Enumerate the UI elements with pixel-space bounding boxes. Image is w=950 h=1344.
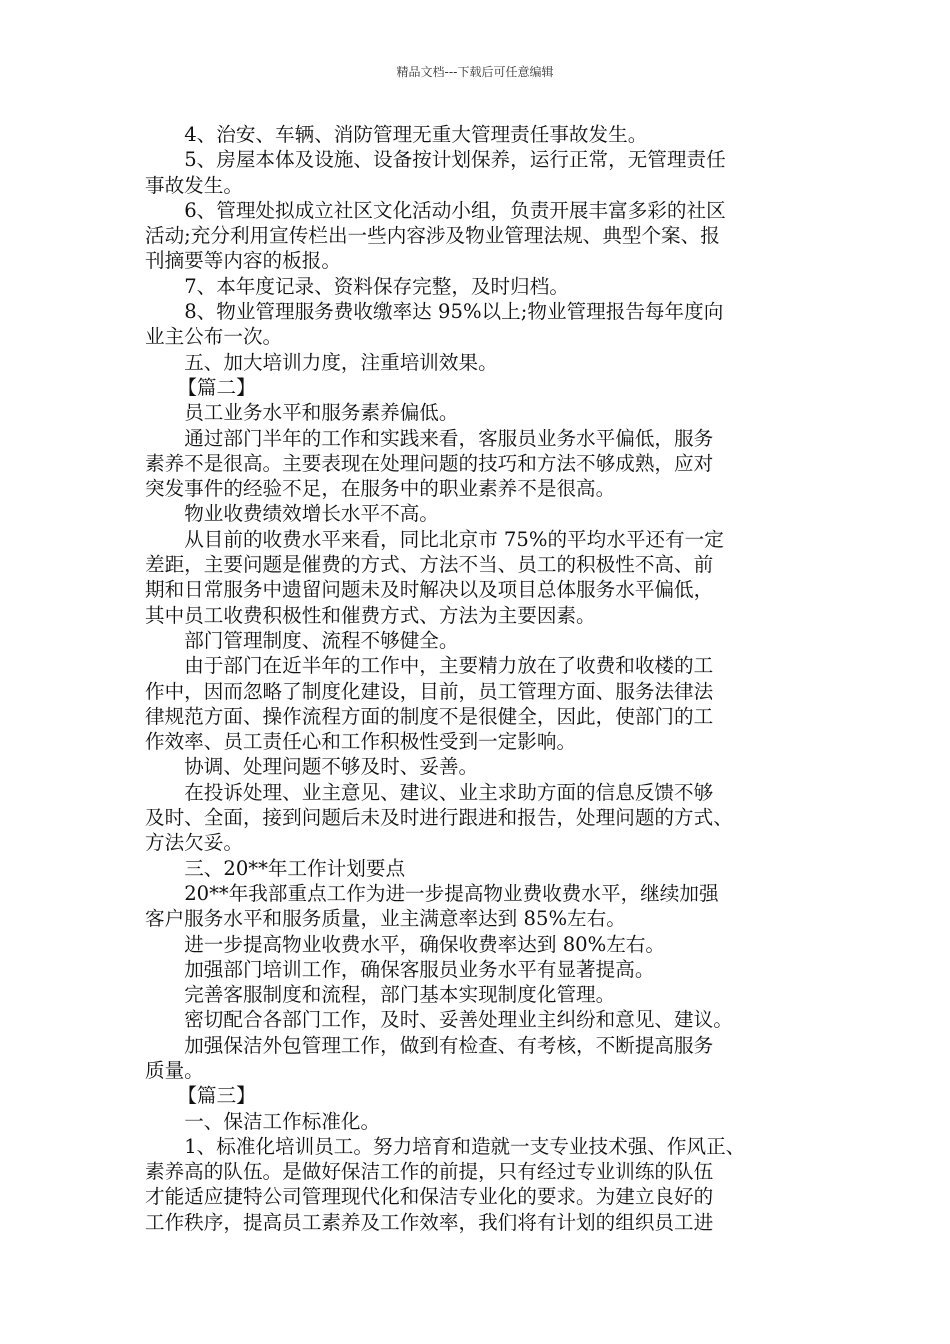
paragraph-line: 活动;充分利用宣传栏出一些内容涉及物业管理法规、典型个案、报 [145,224,720,248]
paragraph-line: 期和日常服务中遗留问题未及时解决以及项目总体服务水平偏低， [145,578,714,602]
paragraph [145,1033,825,1084]
paragraph-line: 20**年我部重点工作为进一步提高物业费收费水平，继续加强 [184,881,719,905]
paragraph-line: 协调、处理问题不够及时、妥善。 [184,755,479,779]
paragraph-line: 密切配合各部门工作，及时、妥善处理业主纠纷和意见、建议。 [184,1008,733,1032]
paragraph [145,426,825,502]
paragraph-line: 通过部门半年的工作和实践来看，客服员业务水平偏低，服务 [184,426,714,450]
section-heading: 【篇二】 [177,375,256,399]
paragraph-line: 4、治安、车辆、消防管理无重大管理责任事故发生。 [184,123,648,146]
paragraph-line: 员工业务水平和服务素养偏低。 [184,401,459,425]
paragraph [145,501,825,526]
paragraph-line: 从目前的收费水平来看，同比北京市 75%的平均水平还有一定 [184,527,724,551]
paragraph-line: 工作秩序，提高员工素养及工作效率，我们将有计划的组织员工进 [145,1210,714,1234]
paragraph [145,982,825,1007]
paragraph-line: 其中员工收费积极性和催费方式、方法为主要因素。 [145,603,596,627]
paragraph-line: 差距，主要问题是催费的方式、方法不当、员工的积极性不高、前 [145,553,714,577]
paragraph [145,628,825,653]
paragraph-line: 律规范方面、操作流程方面的制度不是很健全，因此，使部门的工 [145,704,714,728]
paragraph-line: 素养不是很高。主要表现在处理问题的技巧和方法不够成熟，应对 [145,451,714,475]
paragraph [145,1109,825,1134]
paragraph-line: 一、保洁工作标准化。 [184,1109,381,1133]
paragraph-line: 业主公布一次。 [145,325,283,349]
paragraph [145,932,825,957]
paragraph [145,198,825,274]
paragraph [145,299,825,350]
paragraph-line: 物业收费绩效增长水平不高。 [184,502,439,526]
paragraph-line: 刊摘要等内容的板报。 [145,249,341,273]
paragraph [145,350,825,375]
paragraph-line: 1、标准化培训员工。努力培育和造就一支专业技术强、作风正、 [184,1134,746,1158]
paragraph [145,527,825,628]
paragraph-line: 7、本年度记录、资料保存完整，及时归档。 [184,274,569,298]
paragraph-line: 由于部门在近半年的工作中，主要精力放在了收费和收楼的工 [184,654,714,678]
paragraph-line: 完善客服制度和流程，部门基本实现制度化管理。 [184,983,616,1007]
paragraph-line: 五、加大培训力度，注重培训效果。 [184,350,498,374]
document-body [145,122,825,1235]
paragraph-line: 5、房屋本体及设施、设备按计划保养，运行正常，无管理责任 [184,148,726,172]
paragraph-line: 素养高的队伍。是做好保洁工作的前提，只有经过专业训练的队伍 [145,1160,714,1184]
paragraph [145,754,825,779]
paragraph [145,653,825,754]
paragraph-line: 才能适应捷特公司管理现代化和保洁专业化的要求。为建立良好的 [145,1185,714,1209]
paragraph-line: 及时、全面，接到问题后未及时进行跟进和报告，处理问题的方式、 [145,806,733,830]
paragraph [145,147,825,198]
paragraph-line: 在投诉处理、业主意见、建议、业主求助方面的信息反馈不够 [184,780,714,804]
paragraph-line: 6、管理处拟成立社区文化活动小组，负责开展丰富多彩的社区 [184,198,726,222]
paragraph [145,400,825,425]
paragraph [145,881,825,932]
paragraph-line: 方法欠妥。 [145,831,243,855]
paragraph [145,856,825,881]
page-header: 精品文档---下载后可任意编辑 [396,65,554,79]
paragraph-line: 作中，因而忽略了制度化建设，目前，员工管理方面、服务法律法 [145,679,714,703]
paragraph [145,274,825,299]
paragraph-line: 质量。 [145,1058,204,1082]
paragraph-line: 突发事件的经验不足，在服务中的职业素养不是很高。 [145,477,616,501]
paragraph [145,122,825,147]
paragraph-line: 8、物业管理服务费收缴率达 95%以上;物业管理报告每年度向 [184,300,724,324]
paragraph-line: 三、20**年工作计划要点 [184,856,406,880]
paragraph-line: 部门管理制度、流程不够健全。 [184,628,459,652]
section-heading: 【篇三】 [177,1084,256,1108]
paragraph-line: 事故发生。 [145,173,243,197]
paragraph [145,957,825,982]
paragraph-line: 加强部门培训工作，确保客服员业务水平有显著提高。 [184,957,655,981]
paragraph-line: 加强保洁外包管理工作，做到有检查、有考核，不断提高服务 [184,1033,714,1057]
paragraph [145,1007,825,1032]
paragraph-line: 作效率、员工责任心和工作积极性受到一定影响。 [145,730,577,754]
paragraph-line: 进一步提高物业收费水平，确保收费率达到 80%左右。 [184,932,666,956]
paragraph-line: 客户服务水平和服务质量，业主满意率达到 85%左右。 [145,907,626,931]
paragraph [145,780,825,856]
paragraph [145,1134,825,1235]
